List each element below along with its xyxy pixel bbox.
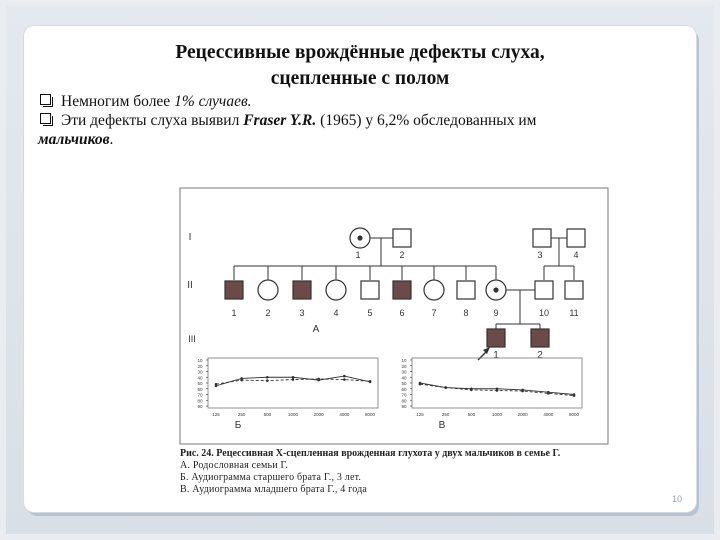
audiogram-point-b-1-2: [266, 379, 269, 382]
ytick-label-b-2: 30: [197, 369, 203, 375]
audiogram-point-v-1-5: [547, 392, 550, 395]
bullet-list: [38, 92, 678, 149]
ytick-label-b-5: 60: [197, 386, 203, 392]
xtick-label-b-6: 8000: [364, 412, 376, 417]
gen2-num-3: 3: [299, 308, 305, 318]
ytick-label-v-7: 80: [401, 398, 407, 404]
xtick-label-v-4: 2000: [517, 412, 528, 417]
caption-a: А. Родословная семьи Г.: [180, 460, 289, 471]
panel-a-label: А: [312, 324, 320, 335]
ytick-label-b-8: 90: [197, 404, 203, 409]
panel-label-v: В: [438, 420, 446, 431]
ytick-label-b-1: 20: [197, 363, 203, 369]
ytick-label-v-0: 10: [401, 358, 407, 363]
gen3-num-1: 1: [493, 350, 499, 361]
gen3-num-2: 2: [537, 350, 543, 361]
gen2-num-1: 1: [231, 308, 237, 318]
figure-caption: [180, 448, 610, 496]
bullet-item-1: [38, 92, 678, 111]
audiogram-point-v-1-3: [496, 389, 499, 392]
ytick-label-v-3: 40: [401, 375, 407, 381]
gen2-num-4: 4: [333, 308, 339, 318]
ytick-label-v-4: 50: [401, 381, 407, 386]
female-carrier-I-1-dot: [357, 235, 362, 240]
ytick-label-b-6: 70: [197, 392, 203, 398]
gen2-num-11: 11: [569, 308, 579, 318]
bullet-2-text: Эти дефекты слуха выявил: [61, 112, 244, 129]
gen2-num-6: 6: [399, 308, 405, 318]
xtick-label-b-4: 2000: [313, 412, 324, 417]
audiogram-point-b-1-0: [215, 383, 218, 386]
audiogram-point-b-1-6: [369, 380, 372, 383]
caption-title: Рис. 24. Рецессивная Х-сцепленная врожденная глухота у двух мальчиков в семье Г.: [180, 448, 561, 459]
gen-label-1: I: [188, 232, 192, 243]
gen2-num-10: 10: [538, 308, 550, 318]
audiogram-point-v-1-4: [521, 390, 524, 393]
person-II-5: [361, 281, 379, 299]
xtick-label-v-1: 250: [441, 412, 450, 417]
gen1-num-4: 4: [573, 250, 579, 260]
audiogram-point-b-0-2: [266, 376, 269, 379]
person-II-10: [535, 281, 553, 299]
xtick-label-v-5: 4000: [543, 412, 554, 417]
person-II-4: [326, 280, 346, 300]
person-II-9-dot: [493, 287, 498, 292]
slide-title: [24, 40, 696, 92]
bullet-2-suffix: (1965) у 6,2% обследованных им: [316, 112, 537, 129]
title-line-1: Рецессивные врождённые дефекты слуха,: [175, 42, 545, 63]
audiogram-point-v-1-6: [573, 394, 576, 397]
pedigree-and-audiogram: [178, 186, 610, 448]
gen-label-2: II: [187, 280, 193, 291]
bullet-item-2-continuation: [38, 130, 678, 149]
xtick-label-b-2: 500: [263, 412, 272, 417]
audiogram-point-v-1-1: [444, 386, 447, 389]
audiogram-point-v-1-0: [419, 383, 422, 386]
audiogram-point-b-1-1: [240, 379, 243, 382]
bullet-1-italic: 1% случаев.: [174, 93, 252, 110]
audiogram-point-b-0-5: [343, 375, 346, 378]
affected-boy-III-2: [531, 329, 549, 347]
xtick-label-b-5: 4000: [339, 412, 350, 417]
bullet-2-author: Fraser Y.R.: [243, 112, 317, 129]
xtick-label-b-0: 125: [212, 412, 220, 417]
audiogram-point-b-1-4: [317, 378, 320, 381]
gen1-num-2: 2: [399, 250, 405, 260]
checkbox-bullet-icon: [40, 113, 51, 124]
gen2-num-9: 9: [493, 308, 499, 318]
ytick-label-v-6: 70: [401, 392, 407, 398]
title-line-2: сцепленные с полом: [270, 68, 450, 89]
audiogram-point-v-1-2: [470, 389, 473, 392]
gen2-num-2: 2: [265, 308, 271, 318]
gen-label-3: III: [188, 334, 196, 344]
person-II-6: [393, 281, 411, 299]
female-placeholder-I-4: [567, 229, 585, 247]
affected-boy-III-1: [487, 329, 505, 347]
bullet-2-continuation: мальчиков: [38, 131, 110, 148]
slide: [24, 26, 696, 512]
person-II-2: [258, 280, 278, 300]
audiogram-point-b-0-3: [292, 376, 295, 379]
bullet-2-end: .: [109, 131, 114, 148]
xtick-label-v-6: 8000: [568, 412, 580, 417]
caption-b: Б. Аудиограмма старшего брата Г., 3 лет.: [180, 472, 362, 483]
person-II-3: [293, 281, 311, 299]
xtick-label-v-0: 125: [416, 412, 424, 417]
ytick-label-b-3: 40: [197, 375, 203, 381]
ytick-label-v-2: 30: [401, 369, 407, 375]
person-II-7: [424, 280, 444, 300]
page-number: 10: [671, 494, 682, 504]
person-II-1: [225, 281, 243, 299]
gen1-num-1: 1: [355, 250, 361, 260]
male-I-3: [533, 229, 551, 247]
audiogram-point-b-1-3: [292, 378, 295, 381]
male-I-2: [393, 229, 411, 247]
ytick-label-v-5: 60: [401, 386, 407, 392]
xtick-label-v-3: 1000: [491, 412, 503, 417]
ytick-label-v-1: 20: [401, 363, 407, 369]
gen2-num-7: 7: [431, 308, 437, 318]
xtick-label-v-2: 500: [467, 412, 476, 417]
bullet-item-2: [38, 111, 678, 130]
gen1-num-3: 3: [537, 250, 543, 260]
xtick-label-b-1: 250: [237, 412, 246, 417]
person-II-8: [457, 281, 475, 299]
ytick-label-v-8: 90: [401, 404, 407, 409]
ytick-label-b-4: 50: [197, 381, 203, 386]
ytick-label-b-7: 80: [197, 398, 203, 404]
checkbox-bullet-icon: [40, 94, 51, 105]
xtick-label-b-3: 1000: [287, 412, 299, 417]
gen2-num-5: 5: [367, 308, 373, 318]
person-II-11: [565, 281, 583, 299]
caption-v: В. Аудиограмма младшего брата Г., 4 года: [180, 484, 368, 495]
gen2-num-8: 8: [463, 308, 469, 318]
audiogram-point-b-1-5: [343, 378, 346, 381]
bullet-1-text: Немногим более: [61, 93, 175, 110]
panel-label-b: Б: [234, 420, 242, 431]
ytick-label-b-0: 10: [197, 358, 203, 363]
pedigree-figure: [178, 186, 610, 504]
